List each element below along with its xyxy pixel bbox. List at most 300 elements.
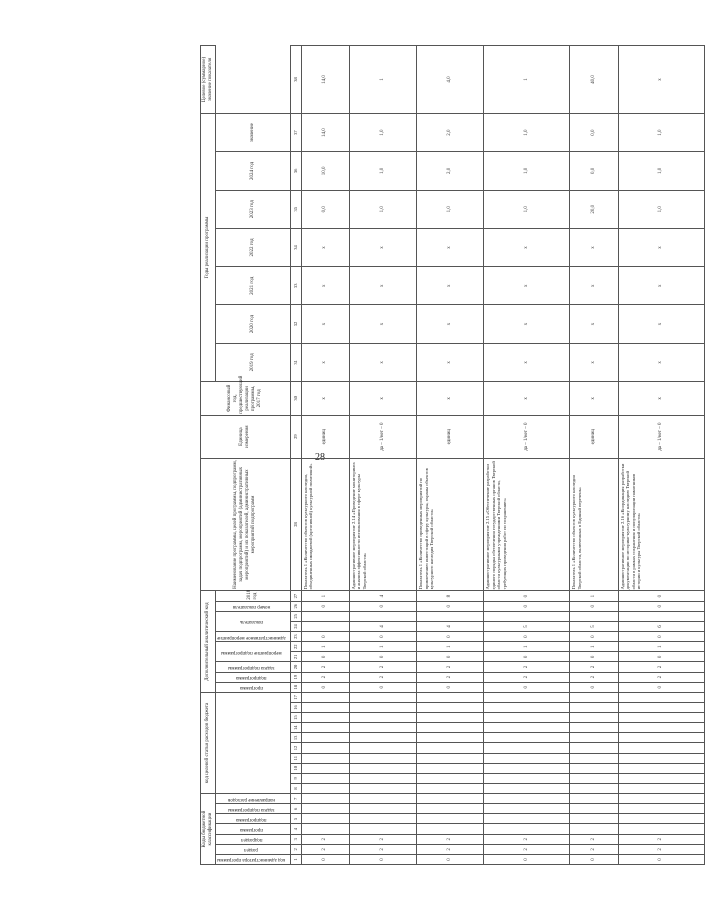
code-cell (570, 743, 618, 753)
code-cell (349, 743, 416, 753)
header-code-col (216, 814, 291, 824)
code-cell: 0 (570, 652, 618, 662)
code-cell: 0 (417, 652, 484, 662)
code-cell: 2 (618, 844, 704, 854)
row-finyear: х (417, 381, 484, 415)
code-cell: 5 (484, 621, 570, 631)
code-cell: 1 (301, 642, 349, 652)
code-cell (417, 783, 484, 793)
row-year-value: х (301, 228, 349, 266)
row-year-value: х (417, 228, 484, 266)
row-unit: да – 1/нет – 0 (618, 415, 704, 458)
row-year-value: 0,0 (570, 152, 618, 190)
row-year-value: х (484, 228, 570, 266)
header-unit: Единица измерения (201, 415, 291, 458)
code-cell (570, 753, 618, 763)
header-analytic-label: административное мероприятие (217, 634, 286, 640)
row-year-value: х (618, 228, 704, 266)
header-years-group: Годы реализации программы (201, 113, 216, 381)
row-year-value: х (349, 228, 416, 266)
row-year-value: 1,0 (618, 152, 704, 190)
row-year-value: 1,0 (349, 152, 416, 190)
header-year: 2018 год (216, 591, 291, 601)
page-number: 28 (315, 452, 325, 463)
code-cell (618, 824, 704, 834)
code-cell: 2 (301, 834, 349, 844)
row-year-value: х (570, 267, 618, 305)
column-index: 28 (290, 458, 301, 591)
row-year-value: 1,0 (349, 190, 416, 228)
row-year-value: х (417, 267, 484, 305)
code-cell (301, 753, 349, 763)
row-year-value: х (349, 267, 416, 305)
row-finyear: х (349, 381, 416, 415)
code-cell: 0 (417, 601, 484, 611)
code-cell: 0 (570, 601, 618, 611)
code-cell: 0 (484, 652, 570, 662)
row-year-value: х (618, 305, 704, 343)
code-cell: 0 (417, 632, 484, 642)
header-row-groups (201, 46, 216, 865)
header-year: 2019 год (216, 343, 291, 381)
code-cell: 1 (301, 591, 349, 601)
code-cell: 0 (301, 632, 349, 642)
table-row (618, 46, 704, 865)
row-final-value: 40,0 (570, 46, 618, 114)
program-table (200, 45, 705, 865)
row-year-value: х (484, 343, 570, 381)
index-row (290, 46, 301, 865)
column-index: 30 (290, 381, 301, 415)
code-cell: 1 (417, 642, 484, 652)
row-year-value: 1,0 (484, 152, 570, 190)
code-cell (349, 753, 416, 763)
header-analytic-col (216, 662, 291, 672)
code-cell (484, 611, 570, 621)
row-year-value: х (570, 228, 618, 266)
code-cell (484, 773, 570, 783)
column-index: 38 (290, 46, 301, 114)
code-cell (570, 733, 618, 743)
column-index: 25 (290, 611, 301, 621)
code-cell: 0 (349, 652, 416, 662)
code-cell (417, 753, 484, 763)
code-cell (618, 702, 704, 712)
table-body (301, 46, 704, 865)
code-cell: 2 (349, 672, 416, 682)
header-code-col (216, 854, 291, 864)
row-year-value: х (349, 305, 416, 343)
code-cell (417, 713, 484, 723)
header-code-label: программа (239, 827, 263, 833)
code-cell (349, 763, 416, 773)
header-analytic-col (216, 642, 291, 662)
code-cell (484, 763, 570, 773)
row-year-value: 0,0 (570, 113, 618, 151)
column-index: 34 (290, 228, 301, 266)
code-cell (570, 773, 618, 783)
header-code-col (216, 794, 291, 804)
code-cell: 2 (417, 844, 484, 854)
code-cell: 2 (349, 834, 416, 844)
row-year-value: 1,0 (618, 190, 704, 228)
code-cell (570, 804, 618, 814)
code-cell (349, 794, 416, 804)
header-target-code-group: код целевой статьи расходов бюджета (201, 692, 216, 793)
row-year-value: 14,0 (301, 113, 349, 151)
code-cell (349, 773, 416, 783)
code-cell: 1 (618, 642, 704, 652)
header-year: 2023 год (216, 190, 291, 228)
column-index: 4 (290, 824, 301, 834)
code-cell (570, 814, 618, 824)
code-cell: 2 (417, 834, 484, 844)
code-cell: 2 (618, 662, 704, 672)
column-index: 23 (290, 632, 301, 642)
row-final-value: 1 (349, 46, 416, 114)
code-cell (484, 794, 570, 804)
column-index: 31 (290, 343, 301, 381)
row-year-value: 1,0 (484, 190, 570, 228)
header-code-col (216, 804, 291, 814)
code-cell: 2 (570, 672, 618, 682)
header-analytic-label: подпрограмма (236, 675, 267, 681)
code-cell (484, 804, 570, 814)
column-index: 32 (290, 305, 301, 343)
code-cell (570, 692, 618, 702)
header-code-col (216, 834, 291, 844)
header-year: 2020 год (216, 305, 291, 343)
code-cell: 0 (349, 601, 416, 611)
code-cell (484, 824, 570, 834)
code-cell (301, 794, 349, 804)
header-year: 2022 год (216, 228, 291, 266)
code-cell: 0 (618, 682, 704, 692)
header-code-label: раздел (244, 847, 259, 853)
code-cell (301, 814, 349, 824)
code-cell (349, 804, 416, 814)
code-cell: 4 (349, 591, 416, 601)
code-cell: 2 (349, 844, 416, 854)
code-cell (618, 692, 704, 702)
code-cell: 2 (484, 662, 570, 672)
row-unit: единиц (301, 415, 349, 458)
code-cell: 0 (484, 854, 570, 864)
column-index: 15 (290, 713, 301, 723)
header-analytic-label: номер показателя (232, 604, 270, 610)
header-year: 2021 год (216, 267, 291, 305)
row-unit: единиц (417, 415, 484, 458)
code-cell: 2 (618, 672, 704, 682)
row-year-value: 1,0 (618, 113, 704, 151)
code-cell (349, 611, 416, 621)
code-cell: 0 (618, 632, 704, 642)
code-cell: 0 (349, 632, 416, 642)
code-cell: 2 (484, 672, 570, 682)
header-code-label: код администратора программы (217, 857, 286, 863)
rotated-table-page (200, 45, 705, 865)
code-cell: 1 (484, 642, 570, 652)
row-year-value: х (417, 305, 484, 343)
code-cell (417, 794, 484, 804)
code-cell (484, 753, 570, 763)
code-cell: 6 (618, 621, 704, 631)
code-cell: 0 (349, 682, 416, 692)
code-cell (484, 723, 570, 733)
header-name: Наименование программы, целей программы, подпрограмм, задач подпрограмм, мероприятий (административных мероприятий) и их показателей, административных мероприятий подпрограмм (201, 458, 291, 591)
code-cell (570, 783, 618, 793)
code-cell: 5 (570, 621, 618, 631)
row-final-value: х (618, 46, 704, 114)
row-unit: да – 1/нет – 0 (349, 415, 416, 458)
code-cell: 2 (301, 662, 349, 672)
row-finyear: х (618, 381, 704, 415)
table-row (570, 46, 618, 865)
row-year-value: х (417, 343, 484, 381)
row-year-value: х (301, 267, 349, 305)
code-cell (618, 753, 704, 763)
table-row (417, 46, 484, 865)
code-cell (301, 713, 349, 723)
code-cell (618, 763, 704, 773)
code-cell: 0 (484, 632, 570, 642)
code-cell: 0 (570, 854, 618, 864)
row-year-value: х (618, 267, 704, 305)
header-target-sub (216, 692, 291, 793)
code-cell (301, 733, 349, 743)
code-cell (417, 814, 484, 824)
code-cell: 0 (618, 854, 704, 864)
column-index: 16 (290, 702, 301, 712)
code-cell (301, 692, 349, 702)
code-cell: 2 (349, 662, 416, 672)
column-index: 19 (290, 672, 301, 682)
code-cell (484, 783, 570, 793)
row-name: Показатель 1 «Количество объектов культурного наследия Тверской области, включенных в Единый перечень» (570, 458, 618, 591)
code-cell (484, 692, 570, 702)
row-year-value: х (618, 343, 704, 381)
code-cell: 2 (570, 834, 618, 844)
column-index: 3 (290, 834, 301, 844)
header-code-label: подраздел (240, 837, 262, 843)
code-cell (349, 783, 416, 793)
column-index: 22 (290, 642, 301, 652)
code-cell (349, 713, 416, 723)
table-row (484, 46, 570, 865)
code-cell (570, 702, 618, 712)
code-cell (417, 723, 484, 733)
code-cell (570, 713, 618, 723)
code-cell (570, 723, 618, 733)
code-cell: 0 (301, 652, 349, 662)
header-analytic-col (216, 682, 291, 692)
code-cell (618, 773, 704, 783)
header-analytic-label: программа (239, 685, 263, 691)
row-finyear: х (301, 381, 349, 415)
column-index: 14 (290, 723, 301, 733)
code-cell: 4 (417, 621, 484, 631)
row-year-value: х (301, 305, 349, 343)
code-cell (618, 743, 704, 753)
code-cell (301, 743, 349, 753)
row-year-value: 1,0 (417, 190, 484, 228)
code-cell (417, 824, 484, 834)
column-index: 10 (290, 763, 301, 773)
row-year-value: 1,0 (484, 113, 570, 151)
row-year-value: х (484, 267, 570, 305)
row-name: Административное мероприятие 2.15 «Обеспечение разработки единого порядка обеспечения государственных органов Тверской области культурными учреждениями Тверской области, требующих проведения работ по сохранению» (484, 458, 570, 591)
code-cell: 1 (570, 591, 618, 601)
row-final-value: 4,0 (417, 46, 484, 114)
code-cell: 0 (484, 682, 570, 692)
code-cell (570, 611, 618, 621)
code-cell (301, 723, 349, 733)
row-finyear: х (570, 381, 618, 415)
code-cell (417, 743, 484, 753)
column-index: 12 (290, 743, 301, 753)
row-year-value: 2,0 (417, 113, 484, 151)
code-cell: 2 (484, 844, 570, 854)
code-cell (301, 783, 349, 793)
header-analytic-col (216, 632, 291, 642)
code-cell: 4 (349, 621, 416, 631)
column-index: 2 (290, 844, 301, 854)
column-index: 1 (290, 854, 301, 864)
column-index: 36 (290, 152, 301, 190)
column-index: 27 (290, 591, 301, 601)
code-cell (618, 713, 704, 723)
code-cell (301, 773, 349, 783)
table-row (301, 46, 349, 865)
code-cell: 0 (417, 854, 484, 864)
column-index: 7 (290, 794, 301, 804)
code-cell: 2 (417, 662, 484, 672)
code-cell (301, 621, 349, 631)
code-cell (618, 814, 704, 824)
column-index: 37 (290, 113, 301, 151)
column-index: 33 (290, 267, 301, 305)
header-finyear: Финансовый год, предшествующий реализации программы, 2017 год (201, 381, 291, 415)
row-name: Показатель 1 «Количество проведенных мероприятий по привлечению инвестиций в сферу культуры, охраны объектов культурного наследия Тверской области» (417, 458, 484, 591)
table-row (349, 46, 416, 865)
header-code-label: подпрограмма (236, 816, 267, 822)
code-cell (349, 702, 416, 712)
code-cell: 0 (484, 591, 570, 601)
code-cell: 2 (570, 662, 618, 672)
code-cell: 0 (570, 682, 618, 692)
row-year-value: 20,0 (570, 190, 618, 228)
row-final-value: 14,0 (301, 46, 349, 114)
code-cell (417, 733, 484, 743)
code-cell (618, 783, 704, 793)
column-index: 35 (290, 190, 301, 228)
code-cell (484, 814, 570, 824)
code-cell (570, 824, 618, 834)
row-year-value: 10,0 (301, 152, 349, 190)
row-year-value: х (349, 343, 416, 381)
header-code-label: направление расходов (227, 796, 275, 802)
header-analytic-group: Дополнительный аналитический код (201, 591, 216, 692)
code-cell (484, 733, 570, 743)
code-cell (417, 702, 484, 712)
code-cell (570, 763, 618, 773)
code-cell: 1 (570, 642, 618, 652)
code-cell: 0 (417, 682, 484, 692)
column-index: 17 (290, 692, 301, 702)
code-cell (618, 733, 704, 743)
code-cell (301, 804, 349, 814)
code-cell (349, 723, 416, 733)
row-final-value: 1 (484, 46, 570, 114)
code-cell (570, 794, 618, 804)
column-index: 9 (290, 773, 301, 783)
code-cell (618, 723, 704, 733)
code-cell: 1 (349, 642, 416, 652)
code-cell (618, 804, 704, 814)
header-codes-group: Коды бюджетной классификации (201, 794, 216, 865)
column-index: 21 (290, 652, 301, 662)
code-cell: 0 (301, 682, 349, 692)
code-cell (417, 804, 484, 814)
header-analytic-label: задача подпрограммы (228, 665, 275, 671)
column-index: 13 (290, 733, 301, 743)
column-index: 18 (290, 682, 301, 692)
column-index: 24 (290, 621, 301, 631)
code-cell: 0 (484, 601, 570, 611)
code-cell (417, 692, 484, 702)
code-cell: 0 (301, 601, 349, 611)
code-cell: 0 (349, 854, 416, 864)
code-cell (349, 692, 416, 702)
column-index: 29 (290, 415, 301, 458)
column-index: 20 (290, 662, 301, 672)
header-analytic-col (216, 611, 291, 631)
code-cell (301, 702, 349, 712)
code-cell (417, 763, 484, 773)
code-cell: 2 (618, 834, 704, 844)
code-cell (417, 611, 484, 621)
code-cell (301, 824, 349, 834)
table-wrapper (200, 45, 705, 865)
row-year-value: х (484, 305, 570, 343)
header-analytic-col (216, 601, 291, 611)
code-cell (484, 743, 570, 753)
code-cell (484, 713, 570, 723)
code-cell: 0 (301, 854, 349, 864)
header-analytic-col (216, 672, 291, 682)
code-cell: 2 (301, 672, 349, 682)
code-cell (349, 824, 416, 834)
row-unit: да – 1/нет – 0 (484, 415, 570, 458)
row-year-value: х (570, 343, 618, 381)
header-code-col (216, 824, 291, 834)
code-cell (301, 763, 349, 773)
code-cell: 0 (618, 601, 704, 611)
header-code-col (216, 844, 291, 854)
row-year-value: 2,0 (417, 152, 484, 190)
code-cell: 2 (484, 834, 570, 844)
column-index: 6 (290, 804, 301, 814)
code-cell: 0 (570, 632, 618, 642)
column-index: 26 (290, 601, 301, 611)
code-cell: 0 (618, 652, 704, 662)
code-cell (349, 814, 416, 824)
row-finyear: х (484, 381, 570, 415)
header-analytic-label: мероприятие подпрограммы (220, 649, 282, 655)
row-year-value: 1,0 (349, 113, 416, 151)
row-name: Административное мероприятие 2.14 «Проведение мониторинга и анализа эффективности использования в сфере культуры Тверской области» (349, 458, 416, 591)
header-final: Целевое (суммарное) значение показателя (201, 46, 216, 114)
